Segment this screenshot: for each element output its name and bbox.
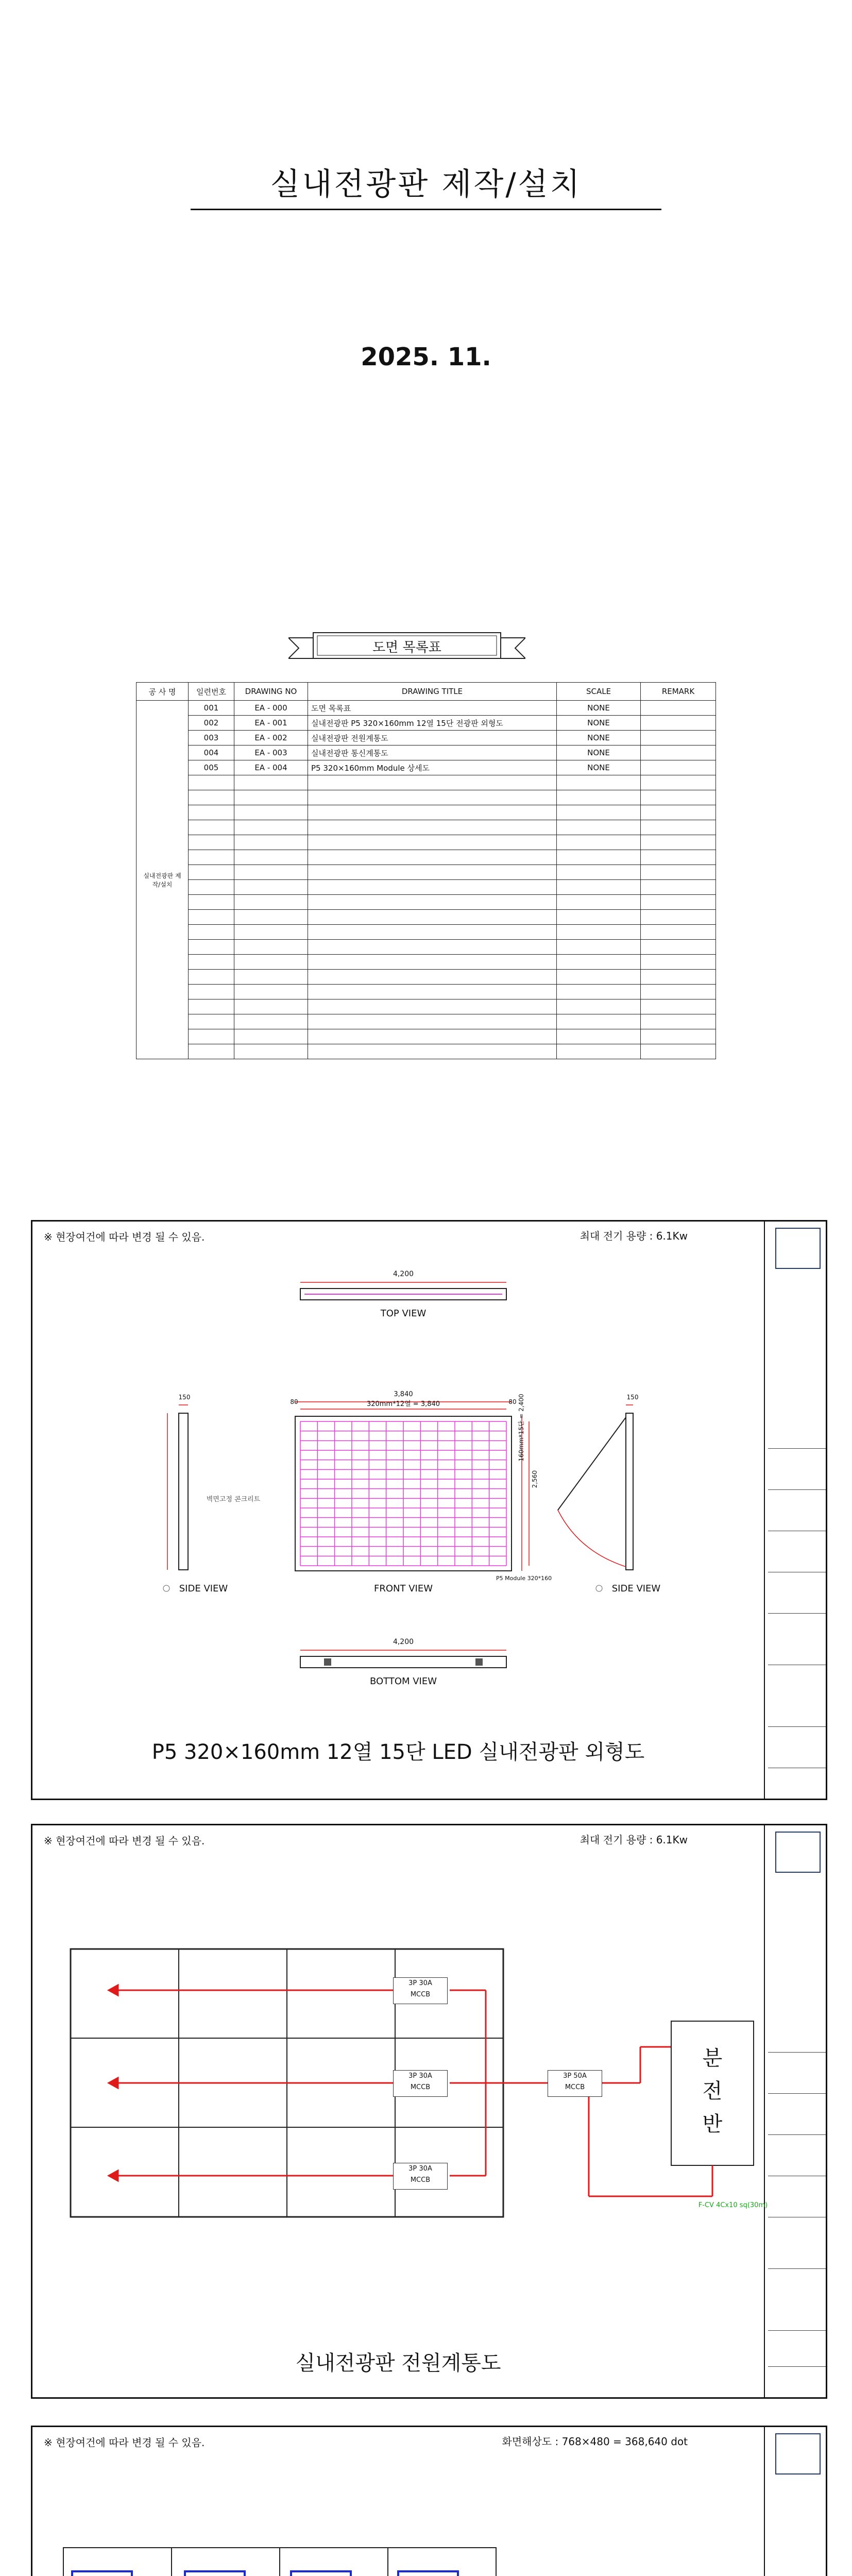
toc-cell-title (308, 910, 557, 925)
toc-cell-title (308, 985, 557, 999)
toc-row (137, 1029, 716, 1044)
toc-cell-no (189, 1044, 234, 1059)
toc-row (137, 985, 716, 999)
toc-cell-remark (641, 999, 716, 1014)
toc-cell-scale (557, 1044, 641, 1059)
toc-cell-drawing-no (234, 1014, 308, 1029)
top-view-label: TOP VIEW (380, 1308, 427, 1319)
toc-header-scale: SCALE (557, 683, 641, 701)
toc-row (137, 820, 716, 835)
sheet-note: ※ 현장여건에 따라 변경 될 수 있음. (44, 1835, 205, 1847)
bottom-view-label: BOTTOM VIEW (369, 1676, 437, 1687)
toc-cell-drawing-no (234, 775, 308, 790)
left-side-view-label: SIDE VIEW (179, 1583, 228, 1594)
toc-cell-remark (641, 970, 716, 985)
toc-row (137, 999, 716, 1014)
toc-cell-remark (641, 895, 716, 910)
toc-cell-title: 실내전광판 통신계통도 (308, 745, 557, 760)
toc-row (137, 805, 716, 820)
toc-row (137, 745, 716, 760)
sheet-power (31, 1824, 827, 2399)
toc-cell-no (189, 835, 234, 850)
toc-cell-no (189, 880, 234, 895)
toc-cell-scale (557, 955, 641, 970)
toc-cell-drawing-no: EA - 004 (234, 760, 308, 775)
toc-row (137, 955, 716, 970)
bottom-view-shape (300, 1650, 506, 1668)
toc-cell-no: 001 (189, 701, 234, 716)
front-view-panel (295, 1402, 529, 1571)
sheet-exterior (31, 1220, 827, 1800)
receiving-card (290, 2570, 352, 2576)
cover-title: 실내전광판 제작/설치 (270, 166, 582, 202)
module-note: P5 Module 320*160 (496, 1575, 552, 1582)
toc-cell-remark (641, 701, 716, 716)
toc-cell-title (308, 805, 557, 820)
toc-cell-no (189, 985, 234, 999)
toc-cell-no (189, 940, 234, 955)
toc-row (137, 1044, 716, 1059)
toc-cell-no (189, 865, 234, 880)
toc-cell-scale (557, 1014, 641, 1029)
toc-cell-drawing-no: EA - 002 (234, 731, 308, 745)
toc-row (137, 760, 716, 775)
toc-row (137, 850, 716, 865)
toc-cell-no (189, 775, 234, 790)
toc-cell-drawing-no (234, 820, 308, 835)
toc-cell-remark (641, 1029, 716, 1044)
bottom-dim: 4,200 (393, 1638, 414, 1646)
resolution-note: 화면해상도 : 768×480 = 368,640 dot (502, 2435, 688, 2448)
toc-row (137, 970, 716, 985)
toc-cell-remark (641, 865, 716, 880)
toc-cell-no (189, 790, 234, 805)
receiving-card (397, 2570, 459, 2576)
toc-cell-no (189, 1029, 234, 1044)
toc-cell-drawing-no (234, 985, 308, 999)
toc-cell-title: 도면 목록표 (308, 701, 557, 716)
toc-cell-remark (641, 790, 716, 805)
top-dim: 4,200 (393, 1270, 414, 1278)
toc-row (137, 835, 716, 850)
toc-row (137, 775, 716, 790)
toc-cell-drawing-no (234, 1044, 308, 1059)
toc-ribbon (288, 630, 525, 664)
sheet-power-area (32, 1825, 768, 2397)
toc-cell-remark (641, 1014, 716, 1029)
toc-cell-scale: NONE (557, 745, 641, 760)
sheet-note: ※ 현장여건에 따라 변경 될 수 있음. (44, 1231, 205, 1243)
title-block (768, 2427, 826, 2576)
toc-cell-remark (641, 805, 716, 820)
toc-cell-remark (641, 835, 716, 850)
toc-cell-title (308, 880, 557, 895)
toc-cell-no (189, 850, 234, 865)
toc-row (137, 1014, 716, 1029)
right-side-view-label: SIDE VIEW (611, 1583, 661, 1594)
sheet-note: ※ 현장여건에 따라 변경 될 수 있음. (44, 2436, 205, 2449)
toc-cell-remark (641, 716, 716, 731)
front-view-label: FRONT VIEW (373, 1583, 433, 1594)
toc-cell-scale (557, 1029, 641, 1044)
toc-body (137, 701, 716, 1059)
receiving-card (184, 2570, 246, 2576)
toc-row (137, 865, 716, 880)
toc-cell-title (308, 835, 557, 850)
power-capacity: 최대 전기 용량 : 6.1Kw (580, 1230, 688, 1242)
toc-cell-title (308, 865, 557, 880)
top-view-shape (300, 1282, 506, 1300)
toc-cell-drawing-no (234, 970, 308, 985)
toc-cell-no (189, 820, 234, 835)
left-side-depth: 150 (178, 1394, 191, 1401)
toc-cell-drawing-no (234, 910, 308, 925)
toc-cell-title (308, 999, 557, 1014)
cover-title-rule (191, 209, 661, 210)
toc-cell-remark (641, 880, 716, 895)
title-block (768, 1222, 826, 1799)
toc-cell-remark (641, 910, 716, 925)
company-logo-icon (775, 1832, 821, 1873)
toc-cell-drawing-no (234, 955, 308, 970)
main-breaker: 3P 50A MCCB (548, 2070, 602, 2097)
toc-cell-drawing-no (234, 1029, 308, 1044)
toc-cell-scale (557, 925, 641, 940)
receiving-card (71, 2570, 133, 2576)
toc-cell-scale (557, 970, 641, 985)
toc-row (137, 880, 716, 895)
toc-header-remark: REMARK (641, 683, 716, 701)
sheet-exterior-area (32, 1222, 765, 1799)
toc-header-title: DRAWING TITLE (308, 683, 557, 701)
toc-project-name: 실내전광판 제작/설치 (137, 701, 189, 1059)
wall-note: 벽면고정 콘크리트 (206, 1496, 261, 1503)
toc-cell-scale (557, 790, 641, 805)
front-side-b-dim: 80 (508, 1398, 517, 1405)
toc-cell-drawing-no: EA - 000 (234, 701, 308, 716)
toc-cell-drawing-no (234, 850, 308, 865)
toc-cell-scale (557, 835, 641, 850)
toc-cell-drawing-no (234, 895, 308, 910)
toc-row (137, 701, 716, 716)
toc-cell-title (308, 970, 557, 985)
toc-cell-title: 실내전광판 P5 320×160mm 12열 15단 전광판 외형도 (308, 716, 557, 731)
toc-cell-scale (557, 865, 641, 880)
cover-date: 2025. 11. (361, 343, 491, 371)
breaker-row-3: 3P 30A MCCB (393, 2163, 448, 2190)
toc-cell-no (189, 895, 234, 910)
toc-cell-no (189, 955, 234, 970)
power-title: 실내전광판 전원계통도 (295, 2351, 501, 2375)
toc-cell-drawing-no: EA - 003 (234, 745, 308, 760)
toc-cell-no: 002 (189, 716, 234, 731)
front-side-a-dim: 80 (290, 1398, 298, 1405)
toc-row (137, 895, 716, 910)
toc-header-project: 공 사 명 (137, 683, 189, 701)
toc-cell-drawing-no (234, 835, 308, 850)
toc-cell-scale (557, 985, 641, 999)
toc-cell-drawing-no: EA - 001 (234, 716, 308, 731)
toc-cell-title (308, 850, 557, 865)
toc-row (137, 731, 716, 745)
right-side-view (558, 1405, 633, 1591)
front-sub-dim: 320mm*12열 = 3,840 (366, 1400, 440, 1408)
toc-cell-drawing-no (234, 865, 308, 880)
toc-row (137, 925, 716, 940)
toc-cell-remark (641, 925, 716, 940)
toc-cell-no (189, 910, 234, 925)
toc-cell-title: P5 320×160mm Module 상세도 (308, 760, 557, 775)
toc-row (137, 940, 716, 955)
power-capacity: 최대 전기 용량 : 6.1Kw (580, 1834, 688, 1846)
toc-cell-scale (557, 999, 641, 1014)
comm-diagram (32, 2427, 764, 2576)
toc-cell-scale (557, 805, 641, 820)
toc-cell-remark (641, 850, 716, 865)
toc-cell-title (308, 1044, 557, 1059)
toc-cell-scale: NONE (557, 701, 641, 716)
breaker-row-1: 3P 30A MCCB (393, 1977, 448, 2004)
sheet-comm (31, 2426, 827, 2576)
title-block (768, 1825, 826, 2397)
toc-cell-title (308, 1014, 557, 1029)
toc-cell-drawing-no (234, 940, 308, 955)
company-logo-icon (775, 1228, 821, 1269)
toc-cell-scale: NONE (557, 716, 641, 731)
toc-cell-no (189, 925, 234, 940)
front-height-dim: 160mm*15단 = 2,400 (518, 1394, 525, 1462)
toc-cell-remark (641, 1044, 716, 1059)
toc-cell-no: 004 (189, 745, 234, 760)
toc-row (137, 910, 716, 925)
toc-cell-scale: NONE (557, 760, 641, 775)
toc-cell-scale (557, 820, 641, 835)
toc-cell-title (308, 940, 557, 955)
toc-cell-no (189, 805, 234, 820)
toc-cell-drawing-no (234, 999, 308, 1014)
toc-cell-remark (641, 820, 716, 835)
toc-cell-remark (641, 955, 716, 970)
toc-cell-drawing-no (234, 805, 308, 820)
toc-cell-scale (557, 895, 641, 910)
toc-row (137, 716, 716, 731)
toc-header-drawing-no: DRAWING NO (234, 683, 308, 701)
toc-cell-scale (557, 850, 641, 865)
toc-row (137, 790, 716, 805)
front-height-total: 2,560 (531, 1470, 538, 1488)
toc-cell-remark (641, 775, 716, 790)
toc-header-serial: 일련번호 (189, 683, 234, 701)
exterior-title: P5 320×160mm 12열 15단 LED 실내전광판 외형도 (151, 1740, 645, 1764)
toc-table (136, 682, 716, 1059)
toc-cell-scale: NONE (557, 731, 641, 745)
toc-cell-drawing-no (234, 790, 308, 805)
toc-cell-title (308, 820, 557, 835)
toc-cell-title (308, 1029, 557, 1044)
toc-ribbon-text: 도면 목록표 (372, 640, 441, 655)
toc-cell-scale (557, 910, 641, 925)
toc-cell-drawing-no (234, 880, 308, 895)
toc-cell-remark (641, 731, 716, 745)
toc-cell-title (308, 895, 557, 910)
toc-header-row (137, 683, 716, 701)
toc-cell-remark (641, 940, 716, 955)
toc-cell-no: 003 (189, 731, 234, 745)
toc-cell-remark (641, 745, 716, 760)
toc-cell-remark (641, 760, 716, 775)
toc-cell-title (308, 775, 557, 790)
distribution-panel-label: 분 전 반 (702, 2046, 723, 2136)
toc-cell-scale (557, 775, 641, 790)
toc-cell-scale (557, 880, 641, 895)
toc-cell-title: 실내전광판 전원계통도 (308, 731, 557, 745)
company-logo-icon (775, 2433, 821, 2475)
left-side-view (163, 1405, 188, 1591)
cable-note: F-CV 4Cx10 sq(30m) (698, 2201, 768, 2209)
breaker-row-2: 3P 30A MCCB (393, 2070, 448, 2097)
toc-cell-title (308, 955, 557, 970)
sheet-comm-area (32, 2427, 765, 2576)
toc-cell-no (189, 970, 234, 985)
toc-cell-title (308, 790, 557, 805)
toc-cell-no: 005 (189, 760, 234, 775)
power-diagram (32, 1825, 764, 2394)
toc-cell-scale (557, 940, 641, 955)
front-total-dim: 3,840 (394, 1391, 413, 1398)
toc-cell-remark (641, 985, 716, 999)
toc-cell-title (308, 925, 557, 940)
toc-cell-no (189, 1014, 234, 1029)
toc-cell-drawing-no (234, 925, 308, 940)
toc-cell-no (189, 999, 234, 1014)
right-side-depth: 150 (626, 1394, 639, 1401)
